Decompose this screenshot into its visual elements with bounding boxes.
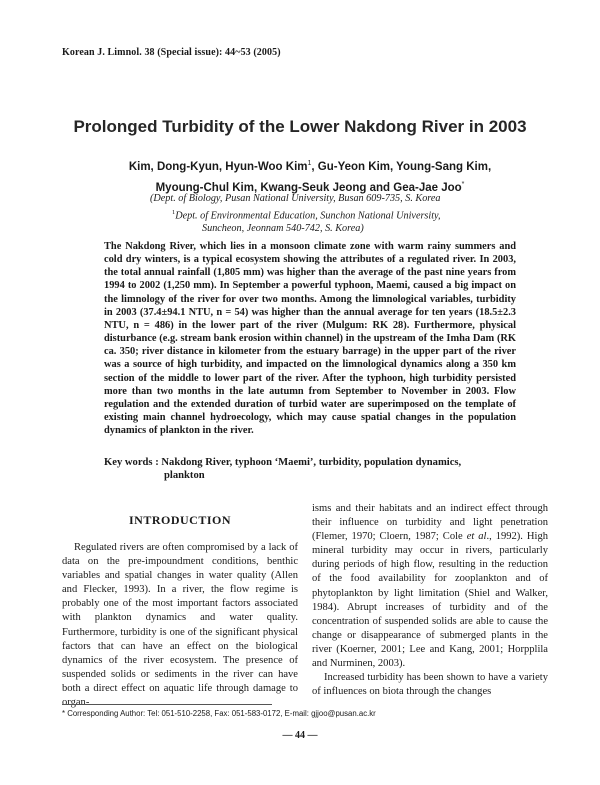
corresponding-author-footnote: * Corresponding Author: Tel: 051-510-2258, Fax: 051-583-0172, E-mail: gjjoo@pusan.ac.kr	[62, 709, 376, 718]
affiliation-line-1: (Dept. of Biology, Pusan National University, Busan 609-735, S. Korea	[150, 193, 441, 204]
keywords-line-2: plankton	[164, 470, 205, 482]
keywords-line-1: Nakdong River, typhoon ‘Maemi’, turbidity, population dynamics,	[161, 457, 462, 468]
affiliation-line-2	[150, 206, 500, 223]
keywords-label: Key words :	[104, 457, 159, 468]
affiliation-marker: 1	[172, 208, 176, 216]
section-heading-introduction: INTRODUCTION	[128, 513, 231, 527]
affiliation-marker: 1	[307, 160, 312, 167]
affiliation-text: Dept. of Environmental Education, Sunchon National University,	[175, 209, 441, 221]
author-list	[100, 155, 520, 197]
paper-title: Prolonged Turbidity of the Lower Nakdong River in 2003	[73, 117, 527, 136]
authors-text: Myoung-Chul Kim, Kwang-Seuk Jeong and Gea-Jae Joo	[155, 181, 462, 194]
abstract: The Nakdong River, which lies in a monsoon climate zone with warm rainy summers and cold dry winters, is a typical ecosystem showing the attributes of a regulated river. In 2003, the total annual rainfall (1,805 mm) was higher than the average of the past nine years from 1994 to 2002 (1,250 mm). In September a powerful typhoon, Maemi, caused a big impact on the limnology of the river for over two months. Among the limnological variables, turbidity in 2003 (37.4±94.1 NTU, n = 54) was higher than the annual average for ten years (18.5±2.3 NTU, n = 486) in the lower part of the river (Mulgum: RK 28). Furthermore, physical disturbance (e.g. stream bank erosion within channel) in the upstream of the Imha Dam (RK ca. 350; river distance in kilometer from the estuary barrage) in the upper part of the river was a source of high turbidity, and impacted on the limnological dynamics along a 350 km section of the middle to lower part of the river. After the typhoon, high turbidity persisted more than two months in the late autumn from September to November in 2003. Flow regulation and the extended duration of turbid water are superimposed on the template of existing main channel hydroecology, which may cause spatial changes in the population dynamics of plankton in the river.	[104, 241, 516, 437]
affiliation-line-3: Suncheon, Jeonnam 540-742, S. Korea)	[202, 223, 364, 235]
left-column	[62, 541, 298, 710]
paragraph-text: ., 1992). High mineral turbidity may occur in rivers, particularly during periods of high flow, resulting in the reduction of the food availability for zooplankton and of phytoplankton by light limitation (Shiel and Walker, 1984). Abrupt increases of turbidity and of the concentration of suspended solids are able to cause the change or disappearance of submerged plants in the river (Koerner, 2001; Lee and Kang, 2001; Horpplila and Nurminen, 2003).	[312, 531, 548, 670]
journal-reference: Korean J. Limnol. 38 (Special issue): 44~53 (2005)	[62, 47, 281, 58]
corresponding-marker: *	[461, 180, 465, 188]
author-line-1	[100, 155, 520, 176]
authors-text: Kim, Dong-Kyun, Hyun-Woo Kim	[128, 160, 308, 173]
paragraph-text: isms and their habitats and an indirect effect through their influence on turbidity and light penetration (Flemer, 1970; Cloern, 1987; Cole	[312, 503, 548, 543]
page-number: — 44 —	[282, 730, 318, 741]
authors-text: , Gu-Yeon Kim, Young-Sang Kim,	[311, 160, 492, 173]
intro-paragraph-1-continued	[312, 502, 548, 671]
intro-paragraph-2: Increased turbidity has been shown to have a variety of influences on biota through the changes	[312, 672, 548, 698]
footnote-divider	[62, 704, 272, 705]
et-al-italic: et al	[466, 531, 487, 543]
keywords	[104, 456, 516, 482]
right-column	[312, 502, 548, 699]
affiliations	[150, 192, 500, 236]
intro-paragraph-1: Regulated rivers are often compromised by a lack of data on the pre-impoundment conditions, benthic variables and spatial changes in water quality (Allen and Flecker, 1993). In a river, the flow regime is probably one of the most important factors associated with plankton dynamics and water quality. Furthermore, turbidity is one of the significant physical factors that can have an effect on the biological dynamics of the river ecosystem. The presence of suspended solids or sediments in the river can have both a direct effect on aquatic life through damage to organ-	[62, 542, 298, 709]
